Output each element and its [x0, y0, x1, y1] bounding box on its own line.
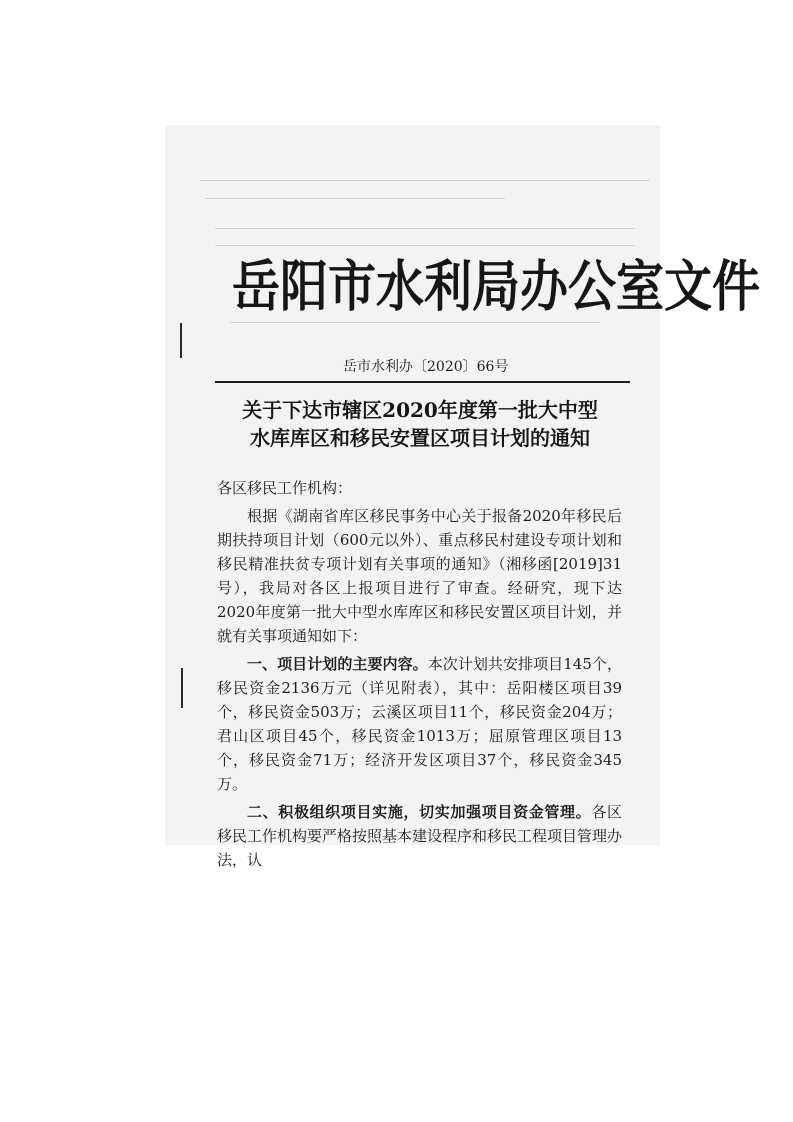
section-2	[217, 800, 622, 872]
section-2-text: 各区移民工作机构要严格按照基本建设程序和移民工程项目管理办法，认	[217, 803, 623, 869]
header-divider	[215, 381, 630, 383]
notice-title	[205, 396, 635, 452]
notice-title-line-1: 关于下达市辖区2020年度第一批大中型	[242, 398, 598, 422]
document-body	[217, 476, 622, 876]
notice-title-line-2: 水库库区和移民安置区项目计划的通知	[250, 426, 590, 450]
document-number: 岳市水利办〔2020〕66号	[343, 359, 509, 375]
section-1-heading: 一、项目计划的主要内容。	[247, 655, 428, 673]
salutation: 各区移民工作机构：	[217, 479, 353, 497]
bleed-through-line	[200, 180, 650, 181]
bleed-through-line	[215, 228, 635, 229]
bleed-through-line	[205, 198, 505, 199]
document-header-title: 岳阳市水利局办公室文件	[232, 254, 761, 320]
binding-mark	[180, 323, 182, 358]
section-1	[217, 652, 622, 796]
paragraph-1: 根据《湖南省库区移民事务中心关于报备2020年移民后期扶持项目计划（600元以外）、重点移民村建设专项计划和移民精准扶贫专项计划有关事项的通知》（湘移函[2019]31号），我局对各区上报项目进行了审查。经研究，现下达2020年度第一批大中型水库库区和移民安置区项目计划，并就有关事项通知如下：	[217, 507, 622, 645]
bleed-through-line	[230, 322, 600, 323]
section-2-heading: 二、积极组织项目实施，切实加强项目资金管理。	[247, 803, 592, 821]
binding-mark	[181, 668, 183, 708]
bleed-through-line	[215, 245, 635, 246]
section-1-text: 本次计划共安排项目145个，移民资金2136万元（详见附表），其中：岳阳楼区项目39个，移民资金503万；云溪区项目11个，移民资金204万；君山区项目45个，移民资金1013万；屈原管理区项目13个，移民资金71万；经济开发区项目37个，移民资金345万。	[217, 655, 622, 793]
